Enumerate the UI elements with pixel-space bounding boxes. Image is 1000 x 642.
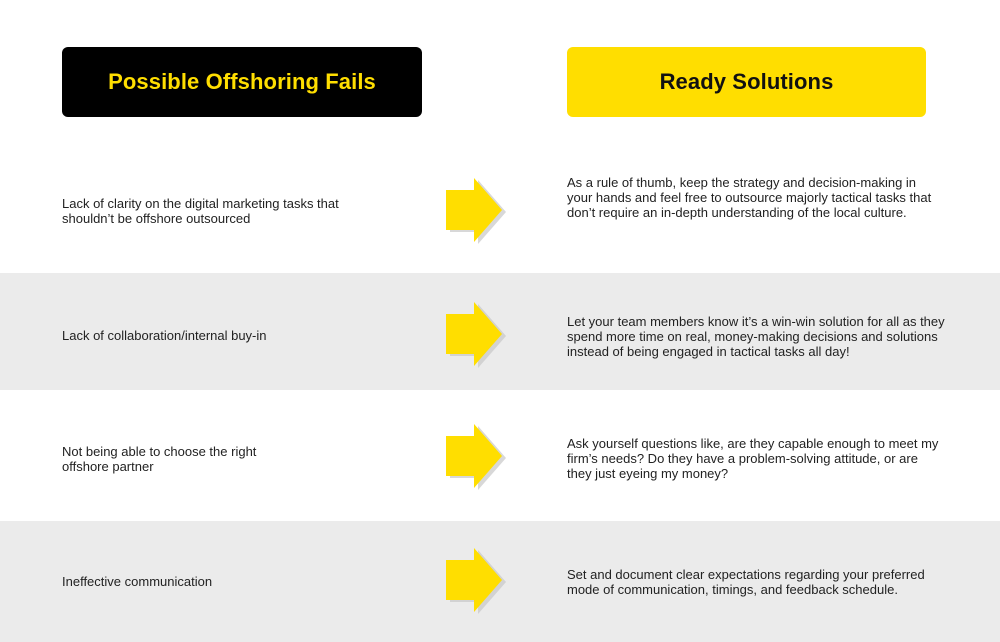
solutions-header xyxy=(567,47,926,117)
arrow-right-icon xyxy=(444,424,508,492)
arrow-right-icon xyxy=(444,548,508,616)
fail-item-2: Lack of collaboration/internal buy-in xyxy=(62,328,267,343)
solutions-title: Ready Solutions xyxy=(659,69,834,94)
fail-item-3: Not being able to choose the right offshore partner xyxy=(62,444,257,474)
solution-item-3: Ask yourself questions like, are they capable enough to meet my firm’s needs? Do they have a problem-solving attitude, or are they just eyeing my money? xyxy=(567,436,939,481)
solution-item-4: Set and document clear expectations regarding your preferred mode of communication, timings, and feedback schedule. xyxy=(567,567,925,597)
arrow-right-icon xyxy=(444,302,508,370)
arrow-right-icon xyxy=(444,178,508,246)
fails-title: Possible Offshoring Fails xyxy=(108,69,376,94)
solution-item-1: As a rule of thumb, keep the strategy and decision-making in your hands and feel free to outsource majorly tactical tasks that don’t require an in-depth understanding of the local culture. xyxy=(567,175,932,220)
fails-header xyxy=(62,47,422,117)
fail-item-4: Ineffective communication xyxy=(62,574,213,589)
solution-item-2: Let your team members know it’s a win-win solution for all as they spend more time on real, money-making decisions and solutions instead of being engaged in tactical tasks all day! xyxy=(567,314,945,359)
fail-item-1: Lack of clarity on the digital marketing tasks that shouldn’t be offshore outsourced xyxy=(62,196,339,226)
